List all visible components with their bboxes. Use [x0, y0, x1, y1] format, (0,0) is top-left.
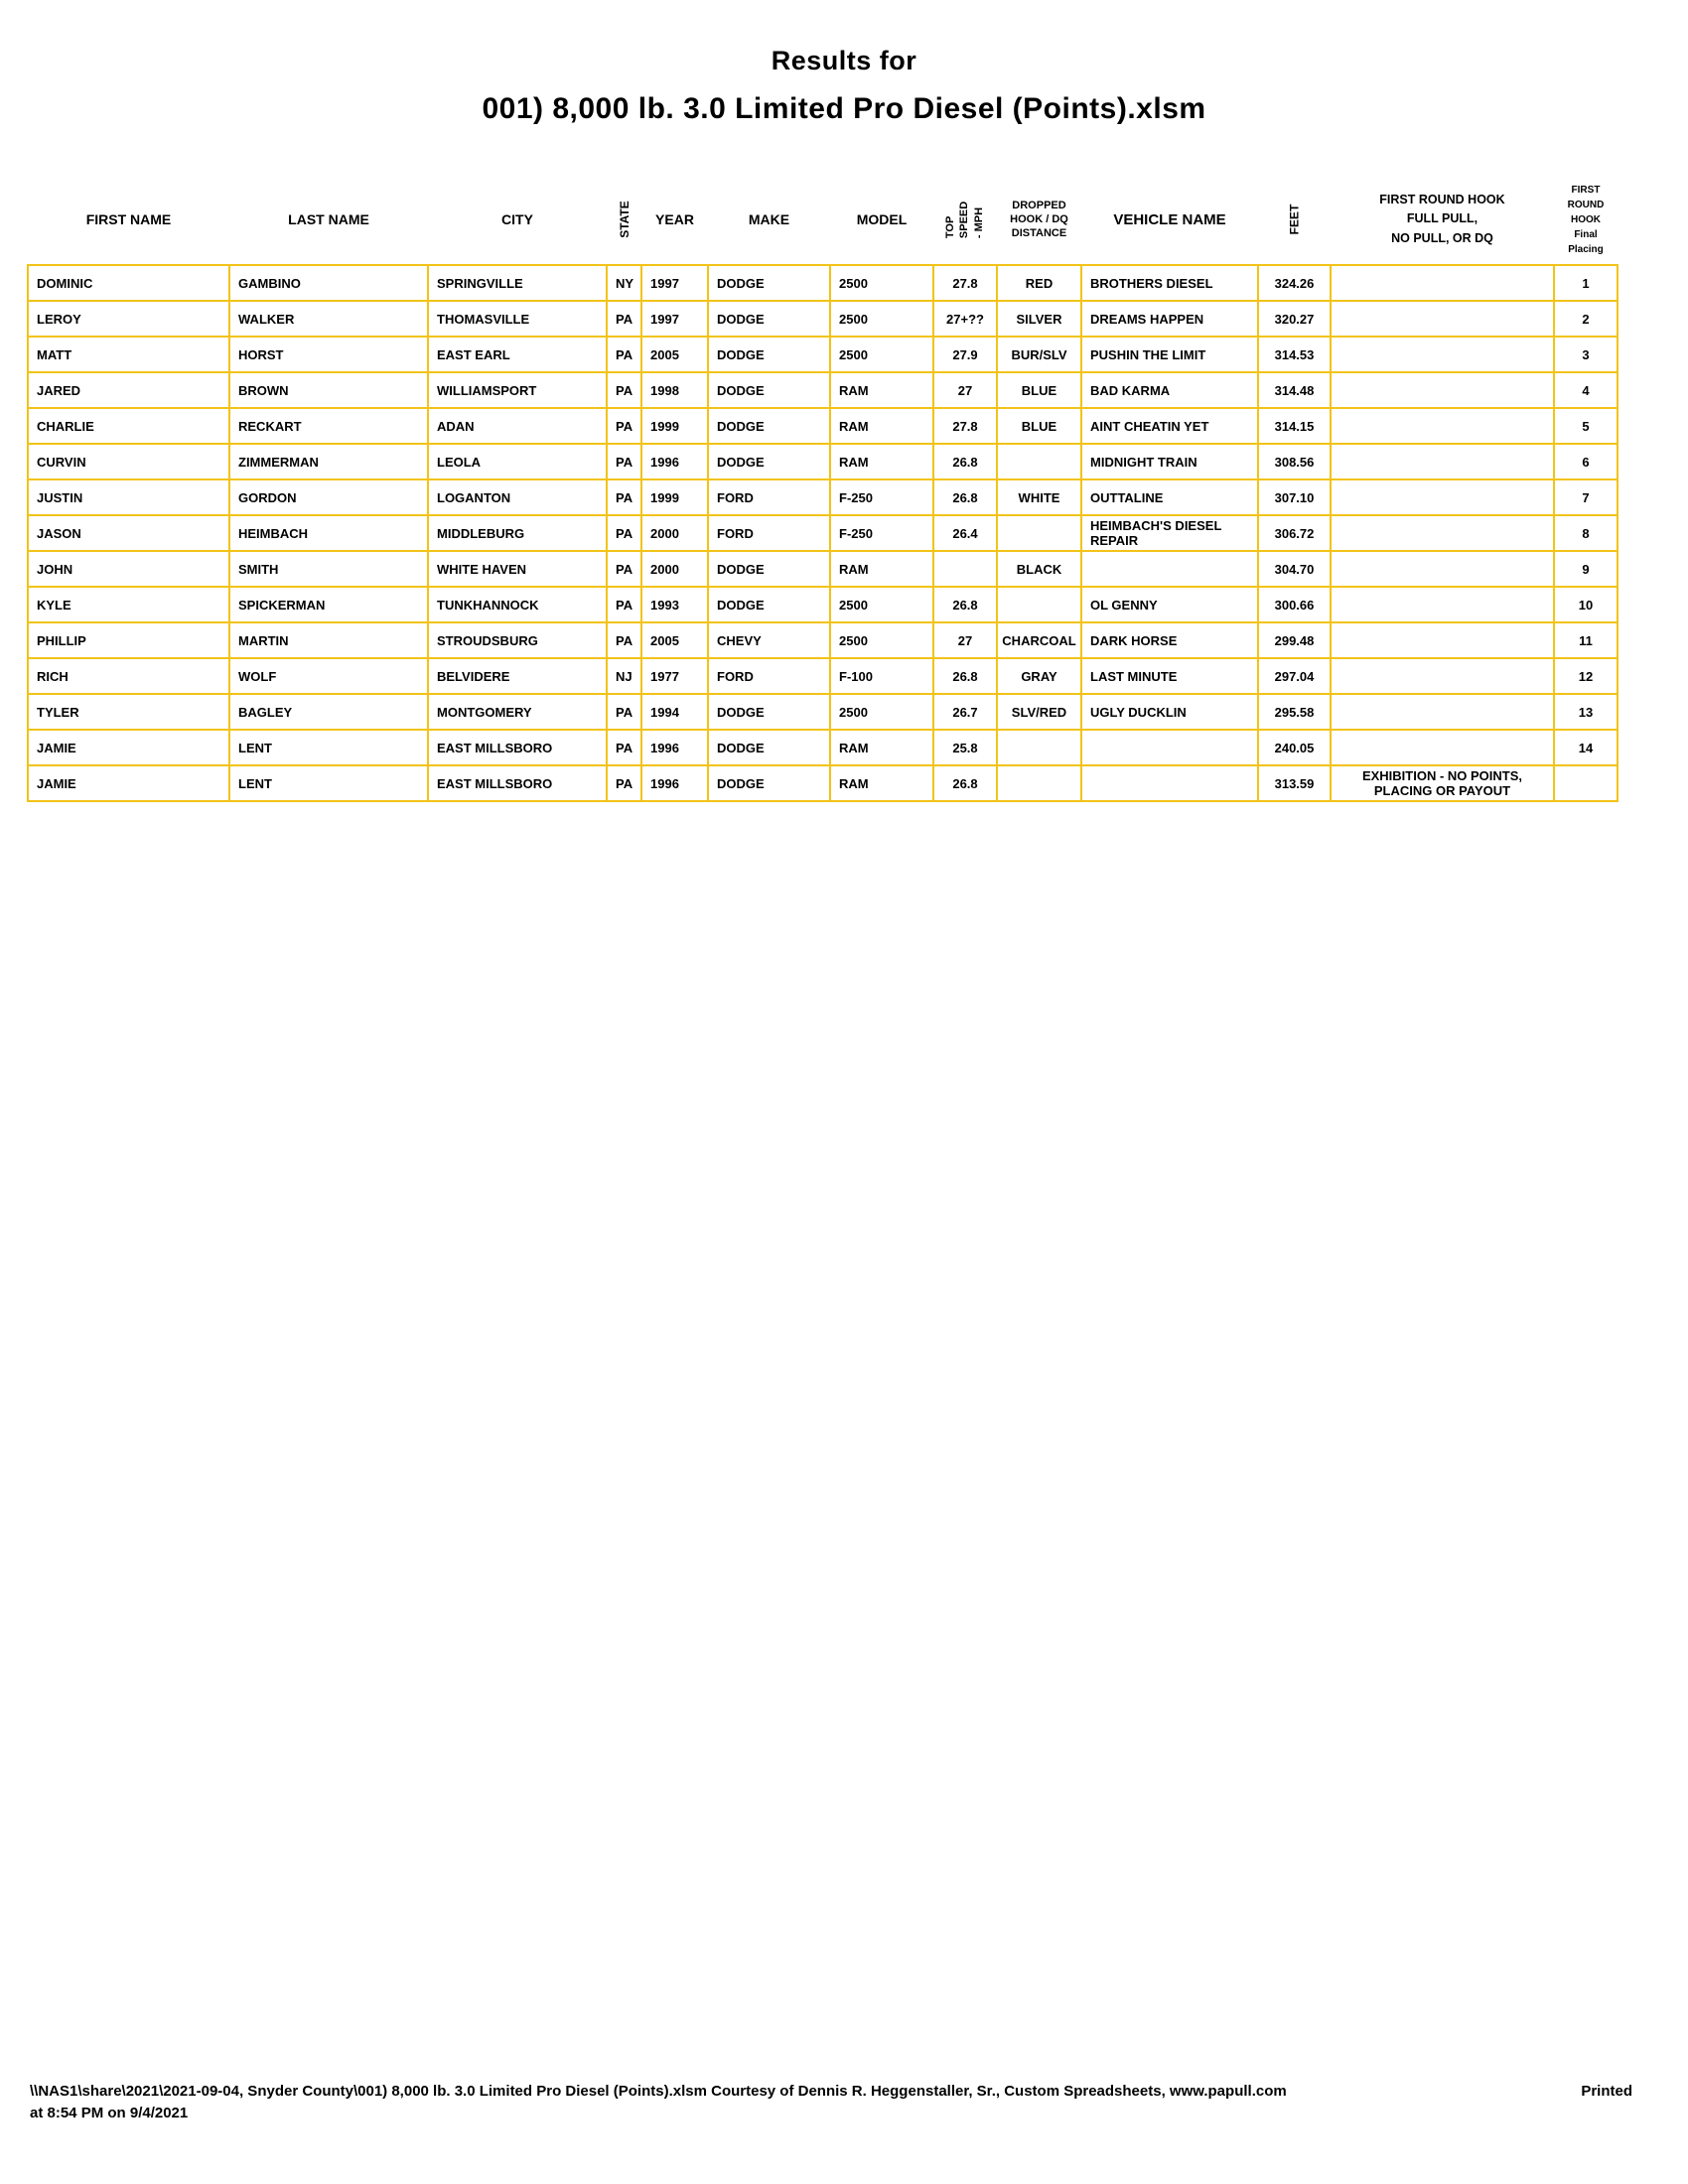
- table-cell: OL GENNY: [1081, 587, 1258, 622]
- table-cell: 2005: [641, 337, 708, 372]
- table-row: [28, 622, 1618, 658]
- table-cell: CHEVY: [708, 622, 830, 658]
- table-cell: 1997: [641, 265, 708, 301]
- table-cell: EAST EARL: [428, 337, 607, 372]
- table-cell: 2: [1554, 301, 1618, 337]
- table-cell: 1996: [641, 444, 708, 479]
- table-cell: LAST MINUTE: [1081, 658, 1258, 694]
- footer-printed-timestamp: at 8:54 PM on 9/4/2021: [30, 2104, 189, 2121]
- table-cell: PA: [607, 408, 641, 444]
- table-cell: PA: [607, 479, 641, 515]
- table-cell: 1999: [641, 408, 708, 444]
- table-cell: NJ: [607, 658, 641, 694]
- table-cell: 1999: [641, 479, 708, 515]
- table-cell: [1331, 444, 1554, 479]
- table-cell: 27: [933, 622, 997, 658]
- table-cell: [1331, 587, 1554, 622]
- table-cell: DODGE: [708, 694, 830, 730]
- table-cell: PUSHIN THE LIMIT: [1081, 337, 1258, 372]
- table-cell: HEIMBACH'S DIESEL REPAIR: [1081, 515, 1258, 551]
- table-header-row: [28, 181, 1618, 265]
- table-cell: 12: [1554, 658, 1618, 694]
- table-cell: SLV/RED: [997, 694, 1081, 730]
- table-cell: [1331, 265, 1554, 301]
- table-cell: PA: [607, 765, 641, 801]
- table-cell: [1081, 551, 1258, 587]
- table-cell: WILLIAMSPORT: [428, 372, 607, 408]
- table-cell: 11: [1554, 622, 1618, 658]
- table-cell: PA: [607, 622, 641, 658]
- table-cell: 26.4: [933, 515, 997, 551]
- col-header-first-name: FIRST NAME: [28, 181, 229, 265]
- table-cell: RAM: [830, 551, 933, 587]
- table-row: [28, 408, 1618, 444]
- table-cell: 26.8: [933, 444, 997, 479]
- table-cell: RECKART: [229, 408, 428, 444]
- table-cell: SPRINGVILLE: [428, 265, 607, 301]
- table-body: [28, 265, 1618, 801]
- table-cell: DODGE: [708, 587, 830, 622]
- table-cell: PA: [607, 515, 641, 551]
- table-cell: 2500: [830, 587, 933, 622]
- table-cell: ZIMMERMAN: [229, 444, 428, 479]
- footer-file-path: \\NAS1\share\2021\2021-09-04, Snyder County\001) 8,000 lb. 3.0 Limited Pro Diesel (Points).xlsm Courtesy of Dennis R. Heggenstaller, Sr., Custom Spreadsheets, www.papull.com: [30, 2083, 1287, 2100]
- table-row: [28, 765, 1618, 801]
- table-cell: 27+??: [933, 301, 997, 337]
- table-cell: [1331, 730, 1554, 765]
- table-cell: HEIMBACH: [229, 515, 428, 551]
- table-cell: MIDNIGHT TRAIN: [1081, 444, 1258, 479]
- table-cell: 1993: [641, 587, 708, 622]
- table-cell: BROWN: [229, 372, 428, 408]
- table-cell: 2000: [641, 515, 708, 551]
- table-cell: 240.05: [1258, 730, 1331, 765]
- table-cell: [1331, 694, 1554, 730]
- table-row: [28, 515, 1618, 551]
- table-cell: 295.58: [1258, 694, 1331, 730]
- table-cell: [1081, 730, 1258, 765]
- table-cell: 26.8: [933, 479, 997, 515]
- table-row: [28, 444, 1618, 479]
- top-speed-vertical-label: TOP SPEED - MPH: [944, 201, 986, 238]
- table-cell: JAMIE: [28, 730, 229, 765]
- table-cell: WHITE: [997, 479, 1081, 515]
- table-row: [28, 479, 1618, 515]
- table-cell: DODGE: [708, 372, 830, 408]
- table-row: [28, 337, 1618, 372]
- table-cell: 308.56: [1258, 444, 1331, 479]
- table-cell: RAM: [830, 444, 933, 479]
- table-cell: 5: [1554, 408, 1618, 444]
- table-cell: [997, 587, 1081, 622]
- table-cell: TYLER: [28, 694, 229, 730]
- table-cell: MONTGOMERY: [428, 694, 607, 730]
- table-cell: WALKER: [229, 301, 428, 337]
- table-cell: SMITH: [229, 551, 428, 587]
- table-row: [28, 301, 1618, 337]
- table-cell: F-250: [830, 479, 933, 515]
- table-cell: MATT: [28, 337, 229, 372]
- table-cell: GAMBINO: [229, 265, 428, 301]
- table-cell: GRAY: [997, 658, 1081, 694]
- table-cell: 314.53: [1258, 337, 1331, 372]
- table-cell: 27.9: [933, 337, 997, 372]
- table-cell: DOMINIC: [28, 265, 229, 301]
- table-cell: JASON: [28, 515, 229, 551]
- table-cell: 320.27: [1258, 301, 1331, 337]
- state-vertical-label: STATE: [617, 201, 632, 238]
- table-cell: PA: [607, 444, 641, 479]
- table-cell: 1994: [641, 694, 708, 730]
- table-cell: PA: [607, 730, 641, 765]
- table-cell: RAM: [830, 730, 933, 765]
- table-row: [28, 658, 1618, 694]
- table-cell: SPICKERMAN: [229, 587, 428, 622]
- table-cell: RAM: [830, 408, 933, 444]
- table-cell: LEOLA: [428, 444, 607, 479]
- table-cell: BAGLEY: [229, 694, 428, 730]
- table-cell: 1977: [641, 658, 708, 694]
- page-footer: [30, 2081, 1632, 2124]
- table-cell: 14: [1554, 730, 1618, 765]
- table-cell: RAM: [830, 372, 933, 408]
- col-header-year: YEAR: [641, 181, 708, 265]
- table-cell: 26.8: [933, 587, 997, 622]
- table-cell: PA: [607, 551, 641, 587]
- table-cell: DREAMS HAPPEN: [1081, 301, 1258, 337]
- table-cell: F-100: [830, 658, 933, 694]
- table-cell: KYLE: [28, 587, 229, 622]
- table-cell: WHITE HAVEN: [428, 551, 607, 587]
- table-cell: 314.15: [1258, 408, 1331, 444]
- table-cell: 6: [1554, 444, 1618, 479]
- table-cell: EAST MILLSBORO: [428, 765, 607, 801]
- col-header-top-speed: [933, 181, 997, 265]
- table-cell: SILVER: [997, 301, 1081, 337]
- table-cell: [1554, 765, 1618, 801]
- table-cell: MIDDLEBURG: [428, 515, 607, 551]
- table-cell: JUSTIN: [28, 479, 229, 515]
- table-cell: 27.8: [933, 408, 997, 444]
- table-cell: 1: [1554, 265, 1618, 301]
- table-cell: 13: [1554, 694, 1618, 730]
- col-header-make: MAKE: [708, 181, 830, 265]
- table-cell: [997, 515, 1081, 551]
- table-cell: PA: [607, 372, 641, 408]
- table-row: [28, 372, 1618, 408]
- table-cell: [1331, 515, 1554, 551]
- table-cell: 3: [1554, 337, 1618, 372]
- table-cell: JAMIE: [28, 765, 229, 801]
- table-cell: DODGE: [708, 551, 830, 587]
- table-cell: AINT CHEATIN YET: [1081, 408, 1258, 444]
- table-cell: FORD: [708, 515, 830, 551]
- table-cell: 2500: [830, 265, 933, 301]
- table-cell: 26.8: [933, 765, 997, 801]
- table-cell: [997, 765, 1081, 801]
- table-cell: [997, 444, 1081, 479]
- table-cell: 306.72: [1258, 515, 1331, 551]
- col-header-vehicle-name: VEHICLE NAME: [1081, 181, 1258, 265]
- table-cell: WOLF: [229, 658, 428, 694]
- table-cell: DODGE: [708, 730, 830, 765]
- page-subtitle-filename: 001) 8,000 lb. 3.0 Limited Pro Diesel (Points).xlsm: [482, 92, 1206, 125]
- table-cell: [1331, 479, 1554, 515]
- table-cell: PHILLIP: [28, 622, 229, 658]
- feet-vertical-label: FEET: [1287, 204, 1302, 235]
- table-cell: [1331, 658, 1554, 694]
- table-cell: UGLY DUCKLIN: [1081, 694, 1258, 730]
- table-cell: [1331, 372, 1554, 408]
- table-cell: [1331, 301, 1554, 337]
- table-cell: RICH: [28, 658, 229, 694]
- table-cell: DODGE: [708, 301, 830, 337]
- table-cell: DODGE: [708, 337, 830, 372]
- table-cell: 304.70: [1258, 551, 1331, 587]
- table-cell: 27: [933, 372, 997, 408]
- table-cell: BLUE: [997, 408, 1081, 444]
- table-cell: [1331, 551, 1554, 587]
- table-cell: FORD: [708, 479, 830, 515]
- table-cell: GORDON: [229, 479, 428, 515]
- table-cell: THOMASVILLE: [428, 301, 607, 337]
- table-cell: ADAN: [428, 408, 607, 444]
- table-cell: 324.26: [1258, 265, 1331, 301]
- table-cell: TUNKHANNOCK: [428, 587, 607, 622]
- table-cell: [1331, 337, 1554, 372]
- col-header-dropped-hook: DROPPED HOOK / DQ DISTANCE: [997, 181, 1081, 265]
- table-cell: LENT: [229, 765, 428, 801]
- table-cell: PA: [607, 587, 641, 622]
- table-cell: 2005: [641, 622, 708, 658]
- table-cell: DODGE: [708, 765, 830, 801]
- table-cell: 2500: [830, 337, 933, 372]
- table-cell: [933, 551, 997, 587]
- table-cell: NY: [607, 265, 641, 301]
- table-row: [28, 265, 1618, 301]
- table-cell: CHARLIE: [28, 408, 229, 444]
- table-cell: PA: [607, 694, 641, 730]
- table-cell: [1331, 408, 1554, 444]
- table-cell: DODGE: [708, 408, 830, 444]
- col-header-final-placing: FIRST ROUND HOOK Final Placing: [1554, 181, 1618, 265]
- table-cell: 307.10: [1258, 479, 1331, 515]
- table-cell: BELVIDERE: [428, 658, 607, 694]
- table-cell: 27.8: [933, 265, 997, 301]
- table-cell: 297.04: [1258, 658, 1331, 694]
- table-cell: 10: [1554, 587, 1618, 622]
- table-cell: 1997: [641, 301, 708, 337]
- table-cell: HORST: [229, 337, 428, 372]
- table-cell: 25.8: [933, 730, 997, 765]
- table-row: [28, 730, 1618, 765]
- table-cell: PA: [607, 301, 641, 337]
- results-table: [27, 181, 1618, 802]
- table-cell: [1081, 765, 1258, 801]
- table-cell: BUR/SLV: [997, 337, 1081, 372]
- footer-printed-label: Printed: [1581, 2083, 1632, 2100]
- table-cell: [1331, 622, 1554, 658]
- col-header-city: CITY: [428, 181, 607, 265]
- table-cell: BROTHERS DIESEL: [1081, 265, 1258, 301]
- table-cell: JOHN: [28, 551, 229, 587]
- table-cell: 2500: [830, 694, 933, 730]
- table-cell: 1998: [641, 372, 708, 408]
- table-cell: 2500: [830, 622, 933, 658]
- table-cell: 2000: [641, 551, 708, 587]
- table-cell: 300.66: [1258, 587, 1331, 622]
- table-cell: 313.59: [1258, 765, 1331, 801]
- table-cell: RED: [997, 265, 1081, 301]
- page-title: Results for: [771, 46, 917, 75]
- table-row: [28, 694, 1618, 730]
- table-cell: 1996: [641, 730, 708, 765]
- table-cell: DODGE: [708, 444, 830, 479]
- col-header-first-round-hook: FIRST ROUND HOOK FULL PULL, NO PULL, OR DQ: [1331, 181, 1554, 265]
- table-cell: 26.7: [933, 694, 997, 730]
- col-header-feet: [1258, 181, 1331, 265]
- col-header-model: MODEL: [830, 181, 933, 265]
- table-cell: 8: [1554, 515, 1618, 551]
- table-row: [28, 551, 1618, 587]
- table-cell: 299.48: [1258, 622, 1331, 658]
- table-cell: FORD: [708, 658, 830, 694]
- table-cell: LENT: [229, 730, 428, 765]
- table-cell: PA: [607, 337, 641, 372]
- table-cell: 9: [1554, 551, 1618, 587]
- table-cell: OUTTALINE: [1081, 479, 1258, 515]
- table-cell: CHARCOAL: [997, 622, 1081, 658]
- table-cell: JARED: [28, 372, 229, 408]
- table-cell: MARTIN: [229, 622, 428, 658]
- table-cell: F-250: [830, 515, 933, 551]
- table-cell: LOGANTON: [428, 479, 607, 515]
- table-cell: 26.8: [933, 658, 997, 694]
- table-cell: 1996: [641, 765, 708, 801]
- table-cell: EAST MILLSBORO: [428, 730, 607, 765]
- table-cell: DARK HORSE: [1081, 622, 1258, 658]
- table-cell: DODGE: [708, 265, 830, 301]
- table-row: [28, 587, 1618, 622]
- table-cell: RAM: [830, 765, 933, 801]
- table-cell: 7: [1554, 479, 1618, 515]
- table-cell: EXHIBITION - NO POINTS, PLACING OR PAYOUT: [1331, 765, 1554, 801]
- table-cell: BAD KARMA: [1081, 372, 1258, 408]
- table-cell: LEROY: [28, 301, 229, 337]
- table-cell: BLACK: [997, 551, 1081, 587]
- table-cell: 4: [1554, 372, 1618, 408]
- table-cell: 314.48: [1258, 372, 1331, 408]
- table-cell: [997, 730, 1081, 765]
- col-header-last-name: LAST NAME: [229, 181, 428, 265]
- col-header-state: [607, 181, 641, 265]
- table-cell: CURVIN: [28, 444, 229, 479]
- table-cell: BLUE: [997, 372, 1081, 408]
- table-cell: STROUDSBURG: [428, 622, 607, 658]
- table-cell: 2500: [830, 301, 933, 337]
